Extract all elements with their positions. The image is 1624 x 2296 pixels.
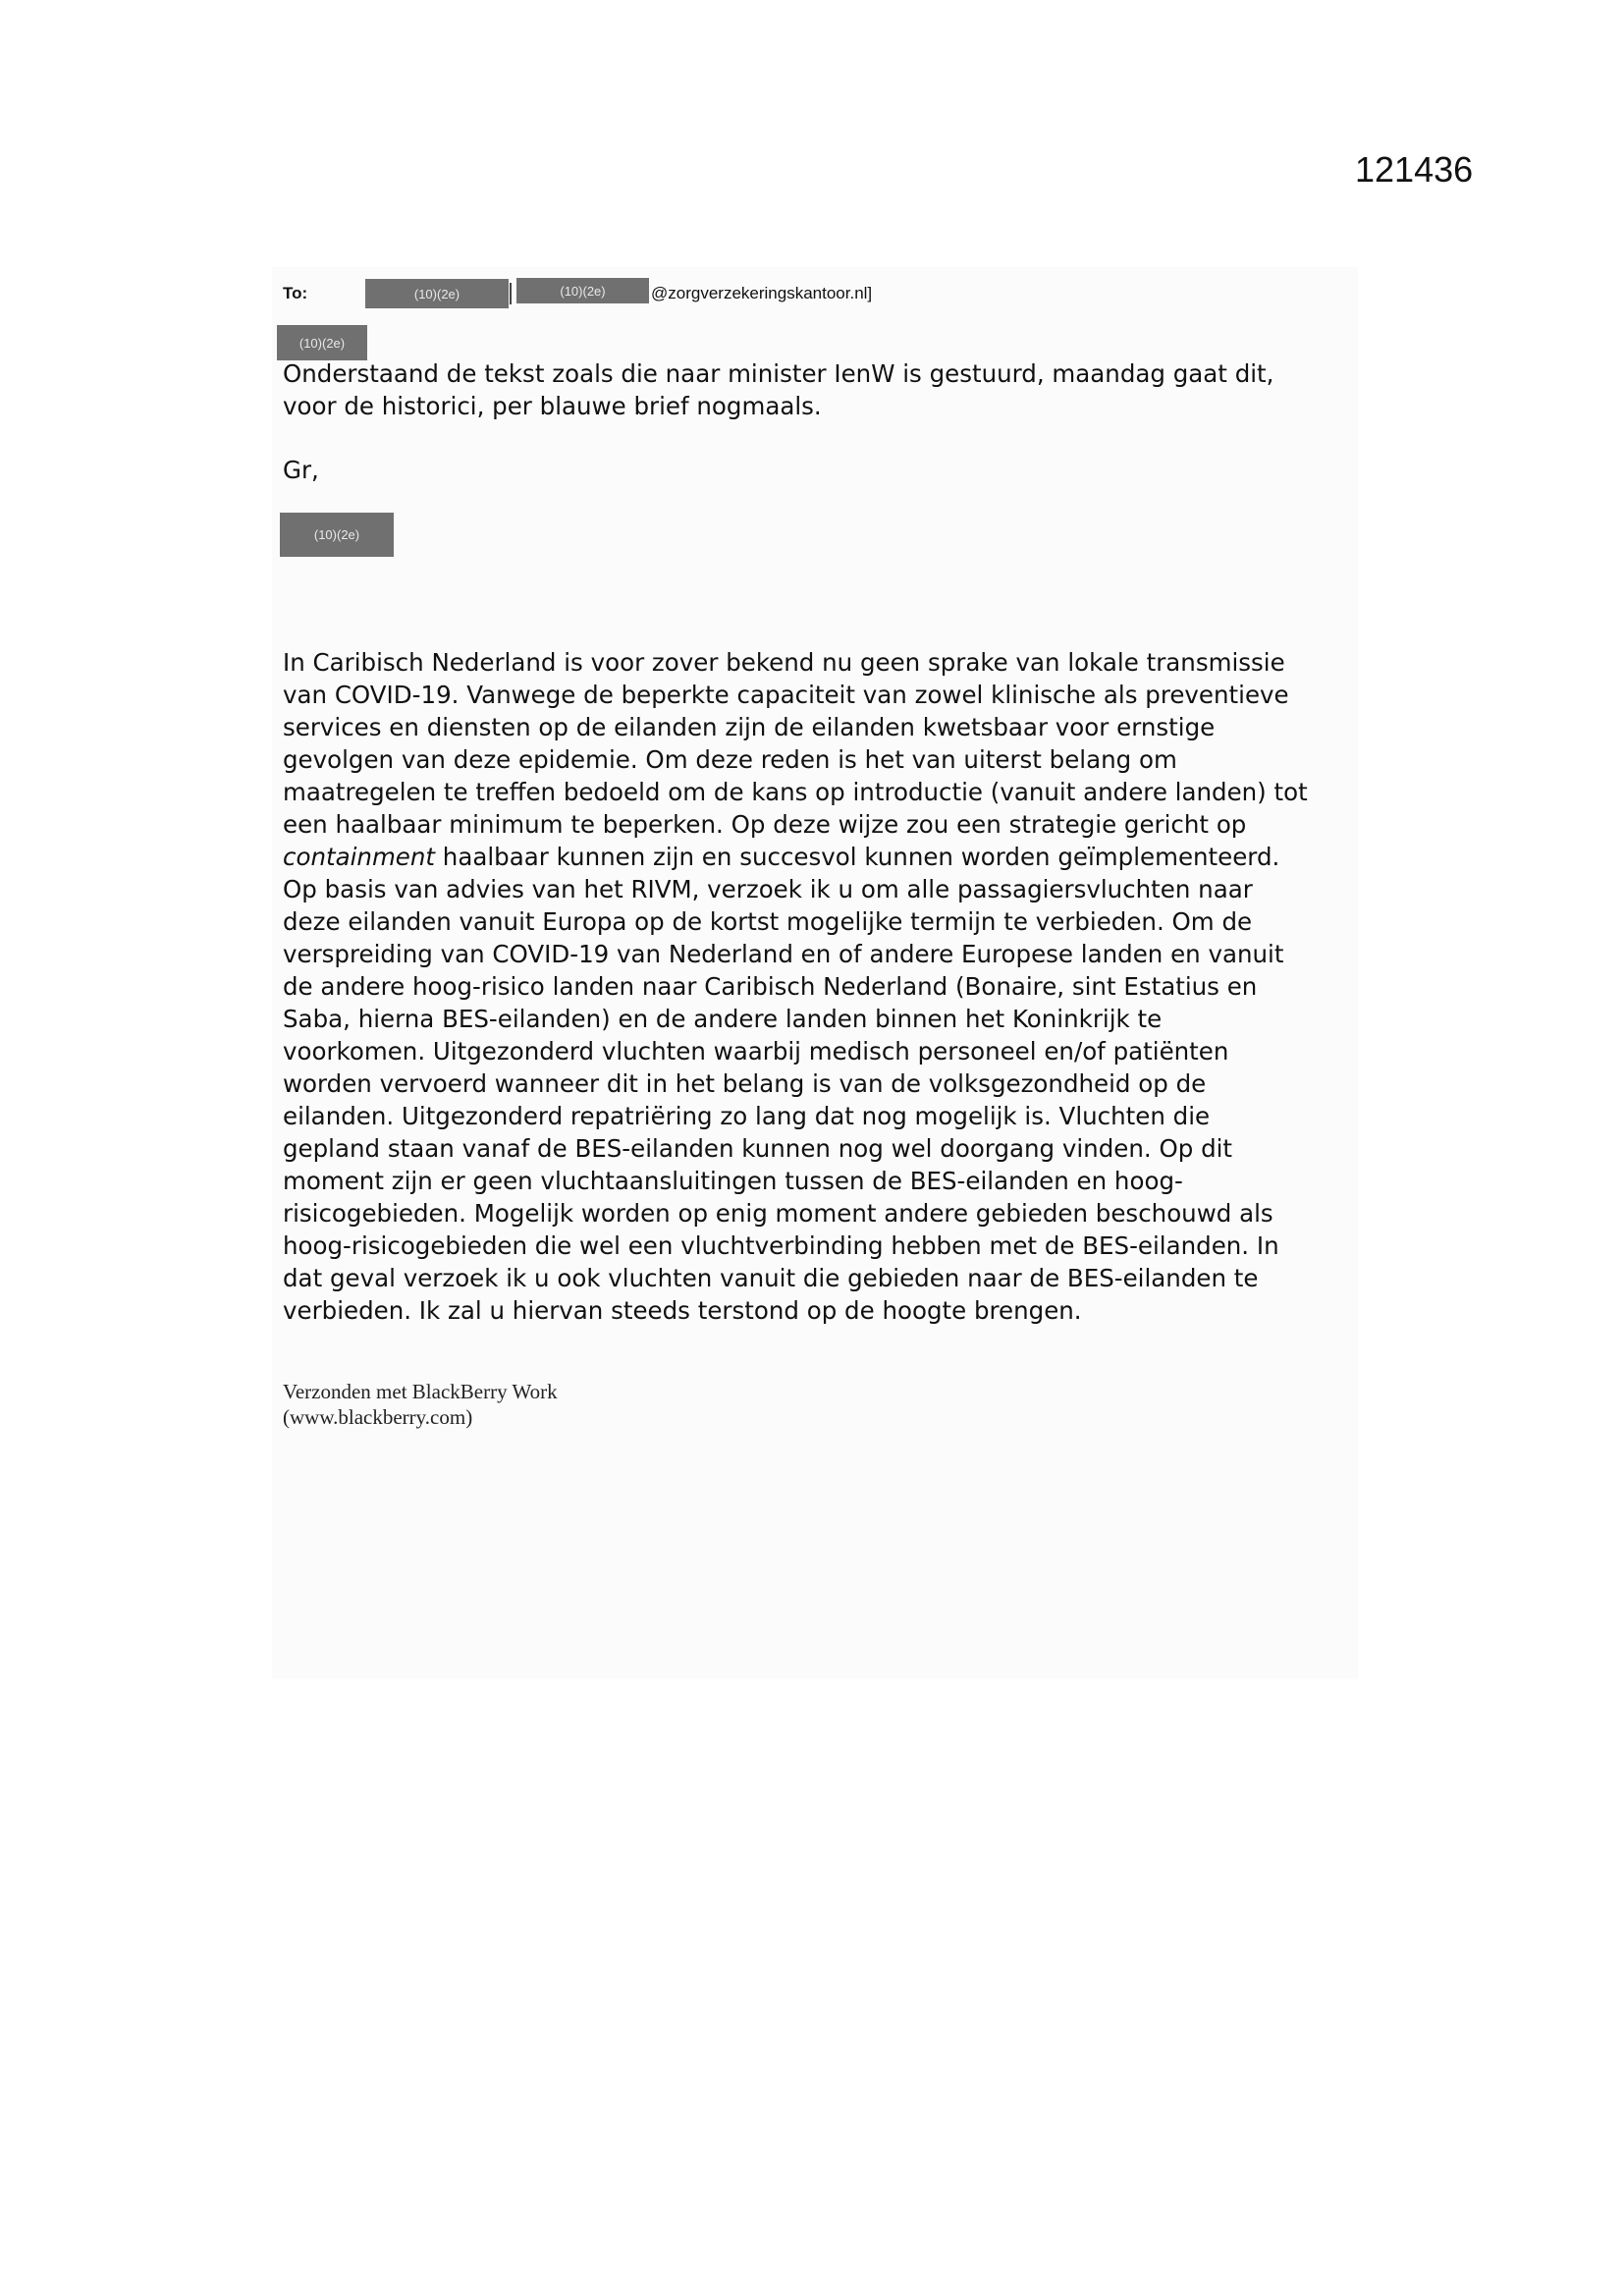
text-line: gevolgen van deze epidemie. Om deze reden is het van uiterst belang om <box>283 745 1177 774</box>
text-line: van COVID-19. Vanwege de beperkte capaciteit van zowel klinische als preventieve <box>283 681 1289 709</box>
text-line: Onderstaand de tekst zoals die naar minister IenW is gestuurd, maandag gaat dit, <box>283 359 1274 388</box>
text-line: maatregelen te treffen bedoeld om de kans op introductie (vanuit andere landen) tot <box>283 778 1308 806</box>
signature-redaction: (10)(2e) <box>280 513 394 557</box>
footer-sent-with: Verzonden met BlackBerry Work <box>283 1380 558 1403</box>
text-line: eilanden. Uitgezonderd repatriëring zo lang dat nog mogelijk is. Vluchten die <box>283 1102 1211 1130</box>
text-line: voor de historici, per blauwe brief nogmaals. <box>283 392 822 420</box>
text-line: de andere hoog-risico landen naar Caribisch Nederland (Bonaire, sint Estatius en <box>283 972 1258 1001</box>
text-line: risicogebieden. Mogelijk worden op enig moment andere gebieden beschouwd als <box>283 1199 1273 1228</box>
text-line: dat geval verzoek ik u ook vluchten vanuit die gebieden naar de BES-eilanden te <box>283 1264 1259 1292</box>
text-line: een haalbaar minimum te beperken. Op deze wijze zou een strategie gericht op <box>283 810 1247 839</box>
document-number: 121436 <box>1355 149 1474 190</box>
footer-link[interactable]: (www.blackberry.com) <box>283 1405 473 1429</box>
salutation-redaction: (10)(2e) <box>277 325 367 360</box>
recipient-row <box>283 277 872 310</box>
to-label: To: <box>283 284 308 302</box>
text-line <box>283 841 1308 873</box>
text-line: deze eilanden vanuit Europa op de kortst mogelijke termijn te verbieden. Om de <box>283 907 1253 936</box>
intro-paragraph <box>283 357 1273 422</box>
recipient-email-domain: @zorgverzekeringskantoor.nl] <box>651 284 873 302</box>
redaction-block: (10)(2e) <box>365 279 509 308</box>
text-line: Saba, hierna BES-eilanden) en de andere landen binnen het Koninkrijk te <box>283 1005 1163 1033</box>
text-line: gepland staan vanaf de BES-eilanden kunnen nog wel doorgang vinden. Op dit <box>283 1134 1233 1163</box>
text-line: In Caribisch Nederland is voor zover bekend nu geen sprake van lokale transmissie <box>283 648 1285 677</box>
message-body <box>283 646 1308 1327</box>
text-segment: haalbaar kunnen zijn en succesvol kunnen worden geïmplementeerd. <box>435 843 1280 871</box>
text-line: worden vervoerd wanneer dit in het belang is van de volksgezondheid op de <box>283 1069 1207 1098</box>
text-line: moment zijn er geen vluchtaansluitingen tussen de BES-eilanden en hoog- <box>283 1167 1183 1195</box>
text-line: Op basis van advies van het RIVM, verzoek ik u om alle passagiersvluchten naar <box>283 875 1253 903</box>
text-line: voorkomen. Uitgezonderd vluchten waarbij medisch personeel en/of patiënten <box>283 1037 1229 1066</box>
text-line: verbieden. Ik zal u hiervan steeds terstond op de hoogte brengen. <box>283 1296 1082 1325</box>
text-line: verspreiding van COVID-19 van Nederland en of andere Europese landen en vanuit <box>283 940 1284 968</box>
text-line: hoog-risicogebieden die wel een vluchtverbinding hebben met de BES-eilanden. In <box>283 1231 1279 1260</box>
text-line: services en diensten op de eilanden zijn de eilanden kwetsbaar voor ernstige <box>283 713 1216 741</box>
recipient-separator <box>510 283 515 304</box>
email-footer <box>283 1379 558 1430</box>
greeting: Gr, <box>283 456 319 484</box>
redaction-block: (10)(2e) <box>516 278 649 303</box>
emphasized-term: containment <box>283 843 436 871</box>
